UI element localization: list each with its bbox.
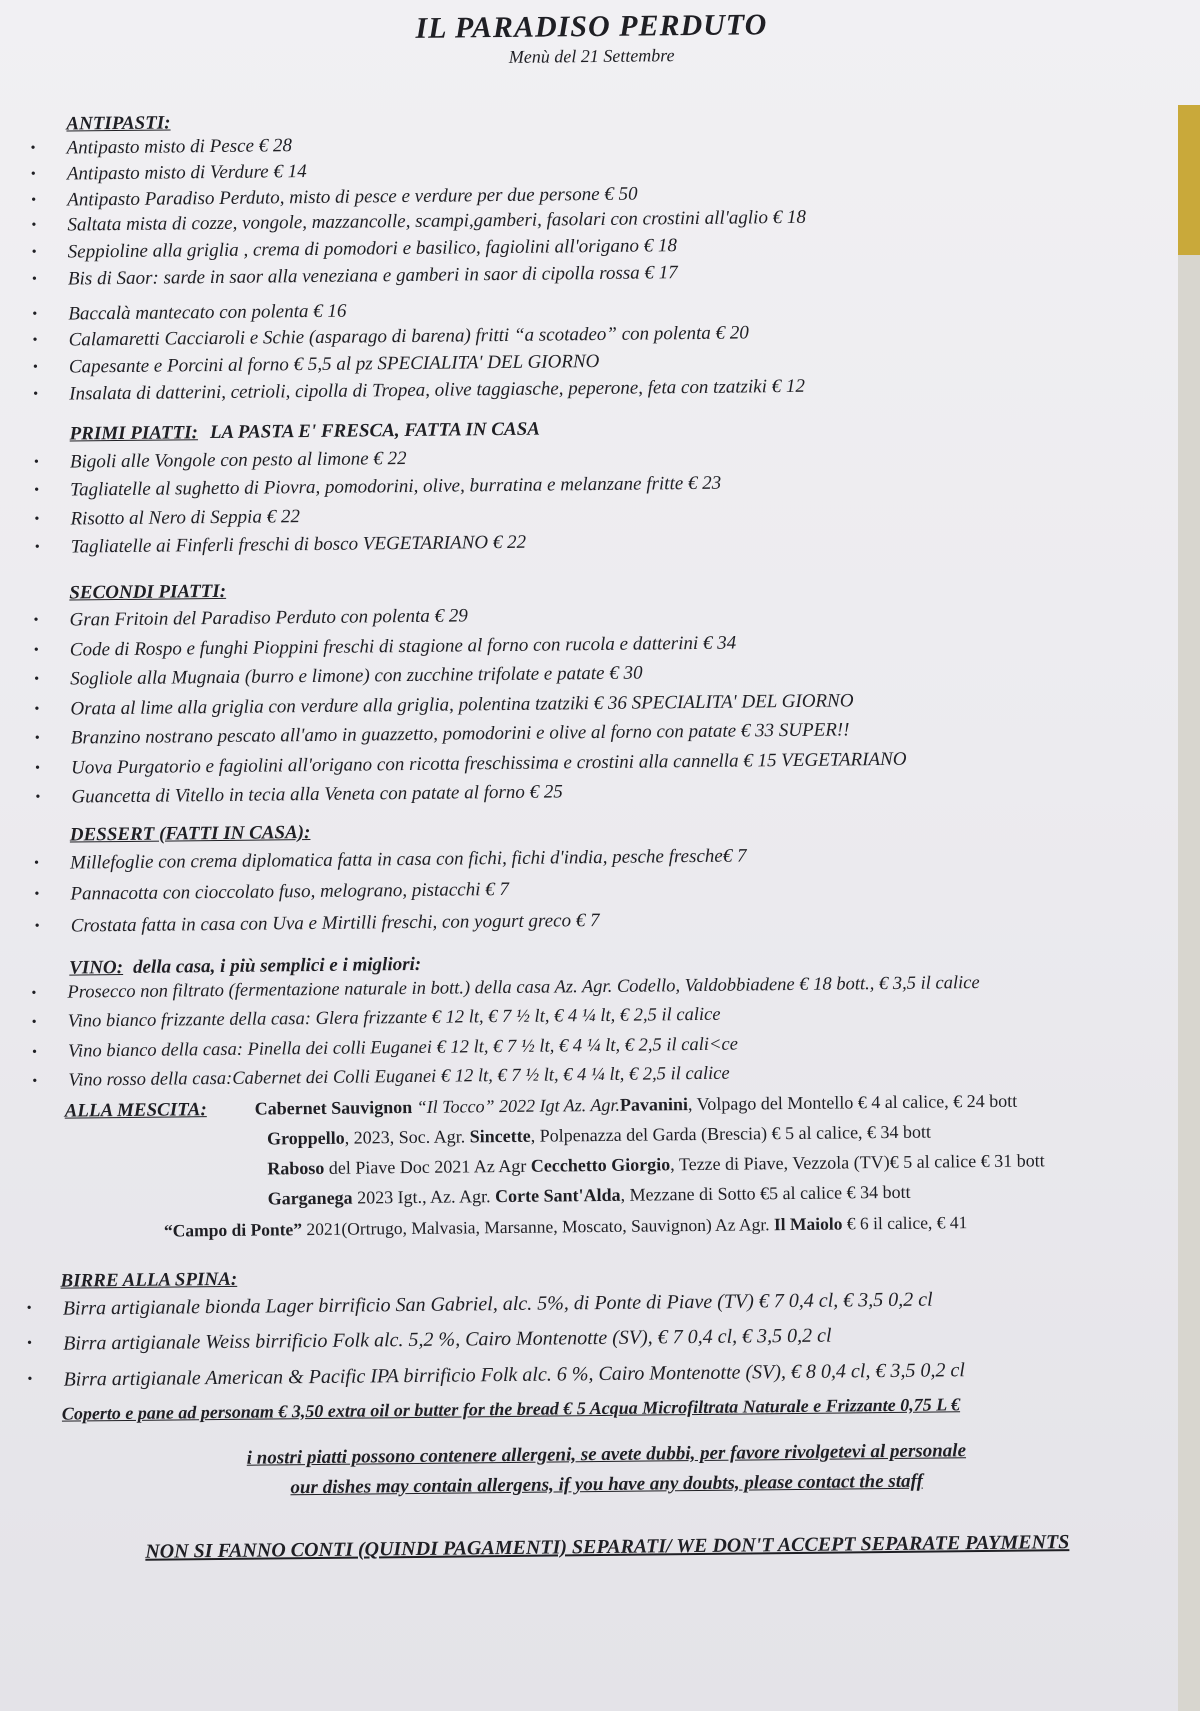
wine-producer: Pavanini xyxy=(619,1094,689,1115)
antipasti-item: • Antipasto misto di Pesce € 28 xyxy=(67,135,293,159)
wine-details: 2023 Igt., Az. Agr. xyxy=(352,1186,496,1208)
vino-item: • Vino bianco frizzante della casa: Glera frizzante € 12 lt, € 7 ½ lt, € 4 ¼ lt, € 2,5 il calice xyxy=(68,1005,721,1033)
birra-item: • Birra artigianale Weiss birrificio Folk alc. 5,2 %, Cairo Montenotte (SV), € 7 0,4 cl, € 3,5 0,2 cl xyxy=(63,1325,832,1356)
mescita-line xyxy=(255,1091,1018,1120)
antipasti-item: • Calamaretti Cacciaroli e Schie (asparago di barena) fritti “a scotadeo” con polenta € 20 xyxy=(69,322,749,351)
dessert-item: • Crostata fatta in casa con Uva e Mirtilli freschi, con yogurt greco € 7 xyxy=(71,910,600,938)
wine-name: Garganega xyxy=(267,1187,353,1209)
birra-item: • Birra artigianale bionda Lager birrificio San Gabriel, alc. 5%, di Ponte di Piave (TV) € 7 0,4 cl, € 3,5 0,2 cl xyxy=(63,1289,933,1321)
wine-details: del Piave Doc 2021 Az Agr xyxy=(324,1155,531,1178)
separate-payments-note: NON SI FANNO CONTI (QUINDI PAGAMENTI) SEPARATI/ WE DON'T ACCEPT SEPARATE PAYMENTS xyxy=(145,1531,1070,1563)
vino-heading: VINO: xyxy=(69,957,124,979)
secondi-heading: SECONDI PIATTI: xyxy=(69,580,227,604)
allergens-english: our dishes may contain allergens, if you have any doubts, please contact the staff xyxy=(290,1470,923,1499)
antipasti-item: • Bis di Saor: sarde in saor alla veneziana e gamberi in saor di cipolla rossa € 17 xyxy=(68,262,678,290)
secondi-item: • Orata al lime alla griglia con verdure alla griglia, polentina tzatziki € 36 SPECIALITA' DEL GIORNO xyxy=(70,690,853,720)
secondi-item: • Sogliole alla Mugnaia (burro e limone) con zucchine trifolate e patate € 30 xyxy=(70,663,643,691)
primi-note: LA PASTA E' FRESCA, FATTA IN CASA xyxy=(209,418,541,444)
wine-price: € 6 il calice, € 41 xyxy=(842,1212,968,1234)
wine-producer: Cecchetto Giorgio xyxy=(530,1154,671,1176)
birra-item: • Birra artigianale American & Pacific IPA birrificio Folk alc. 6 %, Cairo Montenotte (SV), € 8 0,4 cl, € 3,5 0,2 cl xyxy=(63,1359,965,1391)
antipasti-item: • Baccalà mantecato con polenta € 16 xyxy=(68,301,346,326)
allergens-italian: i nostri piatti possono contenere allergeni, se avete dubbi, per favore rivolgetevi al personale xyxy=(246,1440,967,1469)
wine-price: , Tezze di Piave, Vezzola (TV)€ 5 al calice € 31 bott xyxy=(670,1150,1045,1175)
primi-item: • Risotto al Nero di Seppia € 22 xyxy=(70,506,300,530)
secondi-item: • Uova Purgatorio e fagiolini all'origano con ricotta freschissima e crostini alla cannella € 15 VEGETARIANO xyxy=(71,749,907,780)
mescita-line xyxy=(267,1150,1045,1179)
restaurant-title: IL PARADISO PERDUTO xyxy=(415,8,768,45)
wine-price: , Volpago del Montello € 4 al calice, € 24 bott xyxy=(687,1090,1018,1115)
wine-name: Raboso xyxy=(267,1157,325,1179)
primi-heading-row xyxy=(70,419,541,446)
mescita-line xyxy=(164,1212,968,1241)
dessert-heading: DESSERT (FATTI IN CASA): xyxy=(69,822,311,846)
menu-date: Menù del 21 Settembre xyxy=(508,45,675,67)
vino-item: • Prosecco non filtrato (fermentazione naturale in bott.) della casa Az. Agr. Codello, Valdobbiadene € 18 bott., € 3,5 il calice xyxy=(67,973,979,1004)
antipasti-item: • Antipasto misto di Verdure € 14 xyxy=(67,161,307,186)
secondi-item: • Gran Fritoin del Paradiso Perduto con polenta € 29 xyxy=(69,605,467,631)
secondi-item: • Branzino nostrano pescato all'amo in guazzetto, pomodorini e olive al forno con patate € 33 SUPER!! xyxy=(71,719,850,749)
wine-price: , Polpenazza del Garda (Brescia) € 5 al calice, € 34 bott xyxy=(530,1121,932,1146)
antipasti-heading: ANTIPASTI: xyxy=(66,112,171,135)
wine-name: Groppello xyxy=(266,1127,345,1149)
vino-note: della casa, i più semplici e i migliori: xyxy=(132,953,422,978)
vino-heading-row xyxy=(69,954,421,980)
mescita-line xyxy=(267,1122,931,1150)
dessert-item: • Pannacotta con cioccolato fuso, melograno, pistacchi € 7 xyxy=(70,879,509,906)
mescita-line xyxy=(268,1182,911,1210)
coperto-note: Coperto e pane ad personam € 3,50 extra oil or butter for the bread € 5 Acqua Microfiltrata Naturale e Frizzante 0,75 L € xyxy=(61,1394,961,1424)
primi-item: • Tagliatelle ai Finferli freschi di bosco VEGETARIANO € 22 xyxy=(71,532,526,559)
wine-producer: Corte Sant'Alda xyxy=(495,1184,621,1207)
mescita-heading: ALLA MESCITA: xyxy=(64,1099,207,1122)
primi-item: • Tagliatelle al sughetto di Piovra, pomodorini, olive, burratina e melanzane fritte € 23 xyxy=(70,473,721,502)
wine-details: “Il Tocco” 2022 Igt Az. Agr. xyxy=(412,1094,621,1117)
wine-name: Cabernet Sauvignon xyxy=(254,1096,413,1119)
wine-details: , 2023, Soc. Agr. xyxy=(344,1126,470,1148)
primi-item: • Bigoli alle Vongole con pesto al limone € 22 xyxy=(70,448,407,474)
antipasti-item: • Saltata mista di cozze, vongole, mazzancolle, scampi,gamberi, fasolari con crostini all'aglio € 18 xyxy=(67,207,806,237)
wine-details: 2021(Ortrugo, Malvasia, Marsanne, Moscato, Sauvignon) Az Agr. xyxy=(301,1214,775,1240)
dessert-item: • Millefoglie con crema diplomatica fatta in casa con fichi, fichi d'india, pesche fresche€ 7 xyxy=(70,845,747,874)
wine-producer: Il Maiolo xyxy=(773,1213,843,1235)
wine-price: , Mezzane di Sotto €5 al calice € 34 bott xyxy=(620,1181,911,1205)
primi-heading: PRIMI PIATTI: xyxy=(69,422,198,445)
antipasti-item: • Antipasto Paradiso Perduto, misto di pesce e verdure per due persone € 50 xyxy=(67,184,638,212)
secondi-item: • Code di Rospo e funghi Pioppini freschi di stagione al forno con rucola e datterini € 34 xyxy=(70,633,737,662)
antipasti-item: • Capesante e Porcini al forno € 5,5 al pz SPECIALITA' DEL GIORNO xyxy=(69,351,600,379)
vino-item: • Vino rosso della casa:Cabernet dei Colli Euganei € 12 lt, € 7 ½ lt, € 4 ¼ lt, € 2,5 il calice xyxy=(68,1064,729,1092)
birre-heading: BIRRE ALLA SPINA: xyxy=(60,1268,238,1292)
wine-name: “Campo di Ponte” xyxy=(163,1219,303,1241)
wine-producer: Sincette xyxy=(469,1125,531,1147)
antipasti-item: • Seppioline alla griglia , crema di pomodori e basilico, fagiolini all'origano € 18 xyxy=(68,235,677,263)
secondi-item: • Guancetta di Vitello in tecia alla Veneta con patate al forno € 25 xyxy=(71,781,563,808)
vino-item: • Vino bianco della casa: Pinella dei colli Euganei € 12 lt, € 7 ½ lt, € 4 ¼ lt, € 2,5 il cali<ce xyxy=(68,1035,738,1063)
antipasti-item: • Insalata di datterini, cetrioli, cipolla di Tropea, olive taggiasche, peperone, feta con tzatziki € 12 xyxy=(69,376,805,406)
